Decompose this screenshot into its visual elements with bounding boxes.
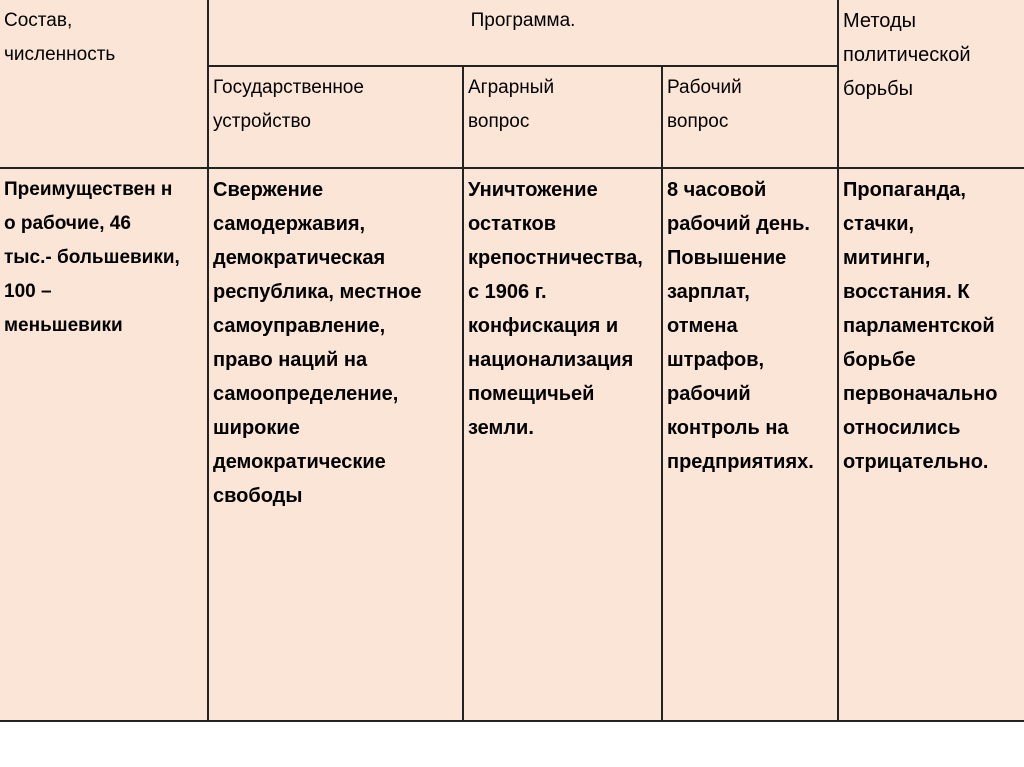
header-state-structure: Государственное устройство xyxy=(208,66,463,168)
cell-state-structure: Свержение самодержавия, демократическая республика, местное самоуправление, право наций на самоопределение, широкие демократические свободы xyxy=(208,168,463,721)
header-composition: Состав, численность xyxy=(0,0,208,168)
cell-labor-question: 8 часовой рабочий день. Повышение зарплат, отмена штрафов, рабочий контроль на предприятиях. xyxy=(662,168,838,721)
header-agrarian-question: Аграрный вопрос xyxy=(463,66,662,168)
cell-composition: Преимуществен н о рабочие, 46 тыс.- большевики, 100 – меньшевики xyxy=(0,168,208,721)
cell-agrarian-question: Уничтожение остатков крепостничества, с 1906 г. конфискация и национализация помещичьей земли. xyxy=(463,168,662,721)
header-methods: Методы политической борьбы xyxy=(838,0,1024,168)
header-labor-question: Рабочий вопрос xyxy=(662,66,838,168)
header-program: Программа. xyxy=(208,0,838,66)
cell-methods: Пропаганда, стачки, митинги, восстания. К парламентской борьбе первоначально относились отрицательно. xyxy=(838,168,1024,721)
